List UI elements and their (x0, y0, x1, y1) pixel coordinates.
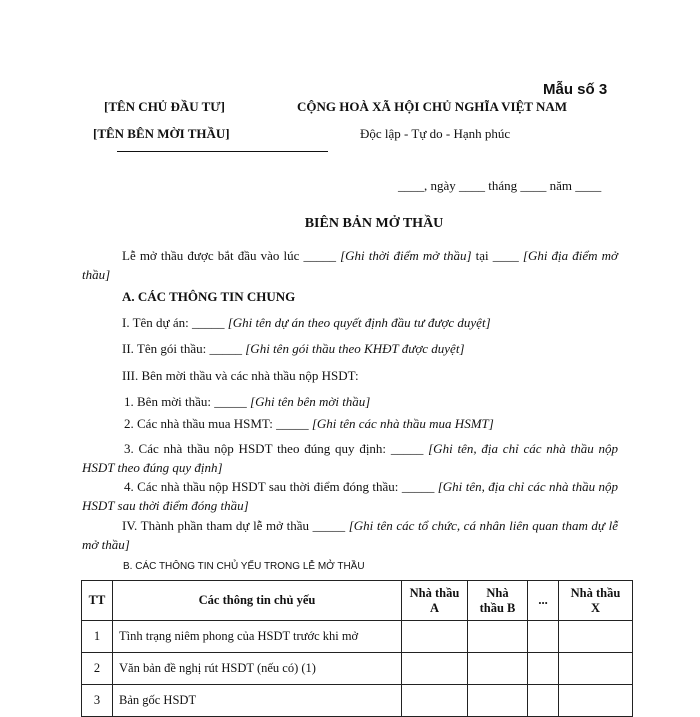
row-number: 1 (82, 621, 113, 653)
header-tt: TT (82, 581, 113, 621)
ontime-bidders-paragraph (82, 439, 618, 477)
row-number: 3 (82, 685, 113, 717)
intro-text-2: tại ____ (471, 248, 523, 263)
cell-bidder-a (402, 653, 468, 685)
package-name-label: II. Tên gói thầu: _____ (122, 341, 246, 356)
cell-bidder-b (468, 621, 528, 653)
header-bidder-a: Nhà thầu A (402, 581, 468, 621)
attendees-paragraph (82, 516, 618, 554)
late-bidders-label: 4. Các nhà thầu nộp HSDT sau thời điểm đóng thầu: _____ (124, 479, 438, 494)
project-name-hint: [Ghi tên dự án theo quyết định đầu tư được duyệt] (227, 315, 491, 330)
intro-text-1: Lễ mở thầu được bắt đầu vào lúc _____ (122, 248, 341, 263)
package-name-line (122, 341, 465, 357)
hsmt-buyers-line (124, 416, 494, 432)
section-a-heading: A. CÁC THÔNG TIN CHUNG (122, 289, 296, 304)
cell-bidder-a (402, 685, 468, 717)
header-info: Các thông tin chủ yếu (113, 581, 402, 621)
section-b-heading: B. CÁC THÔNG TIN CHỦ YẾU TRONG LỄ MỞ THẦU (123, 561, 365, 572)
attendees-hint: [Ghi tên các tổ chức, cá nhân liên quan tham dự lễ mở thầu] (82, 518, 619, 552)
table-header-row (82, 581, 633, 621)
intro-place-hint: [Ghi địa điểm mở thầu] (82, 248, 618, 282)
hsmt-buyers-hint: [Ghi tên các nhà thầu mua HSMT] (311, 416, 494, 431)
procuring-entity-label: 1. Bên mời thầu: _____ (124, 394, 251, 409)
header-bidder-x: Nhà thầu X (559, 581, 633, 621)
hsmt-buyers-label: 2. Các nhà thầu mua HSMT: _____ (124, 416, 312, 431)
cell-bidder-x (559, 653, 633, 685)
row-info: Văn bản đề nghị rút HSDT (nếu có) (1) (113, 653, 402, 685)
cell-ellipsis (528, 653, 559, 685)
cell-bidder-b (468, 653, 528, 685)
table-row (82, 685, 633, 717)
row-info: Tình trạng niêm phong của HSDT trước khi mở (113, 621, 402, 653)
intro-paragraph (82, 246, 618, 284)
opening-info-table (81, 580, 633, 717)
row-info: Bản gốc HSDT (113, 685, 402, 717)
country-motto: Độc lập - Tự do - Hạnh phúc (360, 126, 511, 141)
table-row (82, 653, 633, 685)
package-name-hint: [Ghi tên gói thầu theo KHĐT được duyệt] (245, 341, 465, 356)
procuring-entity-placeholder: [TÊN BÊN MỜI THẦU] (93, 126, 230, 141)
procuring-entity-line (124, 394, 370, 410)
late-bidders-paragraph (82, 477, 618, 515)
table-row (82, 621, 633, 653)
cell-bidder-x (559, 621, 633, 653)
header-left-underline (117, 151, 328, 152)
header-ellipsis: ... (528, 581, 559, 621)
document-title: BIÊN BẢN MỞ THẦU (304, 216, 444, 231)
date-line: ____, ngày ____ tháng ____ năm ____ (398, 178, 602, 193)
project-name-label: I. Tên dự án: _____ (122, 315, 228, 330)
procuring-entity-hint: [Ghi tên bên mời thầu] (250, 394, 371, 409)
form-number: Mẫu số 3 (543, 81, 608, 98)
row-number: 2 (82, 653, 113, 685)
cell-ellipsis (528, 621, 559, 653)
bidders-heading: III. Bên mời thầu và các nhà thầu nộp HSDT: (122, 368, 359, 383)
late-bidders-hint: [Ghi tên, địa chỉ các nhà thầu nộp HSDT sau thời điểm đóng thầu] (82, 479, 618, 513)
project-name-line (122, 315, 491, 331)
cell-bidder-x (559, 685, 633, 717)
header-bidder-b: Nhà thầu B (468, 581, 528, 621)
cell-bidder-a (402, 621, 468, 653)
attendees-label: IV. Thành phần tham dự lễ mở thầu _____ (122, 518, 349, 533)
cell-bidder-b (468, 685, 528, 717)
country-name: CỘNG HOÀ XÃ HỘI CHỦ NGHĨA VIỆT NAM (297, 99, 568, 114)
intro-time-hint: [Ghi thời điểm mở thầu] (340, 248, 472, 263)
investor-name-placeholder: [TÊN CHỦ ĐẦU TƯ] (104, 99, 225, 114)
cell-ellipsis (528, 685, 559, 717)
ontime-bidders-label: 3. Các nhà thầu nộp HSDT theo đúng quy định: _____ (124, 441, 429, 456)
ontime-bidders-hint: [Ghi tên, địa chỉ các nhà thầu nộp HSDT theo đúng quy định] (82, 441, 618, 475)
